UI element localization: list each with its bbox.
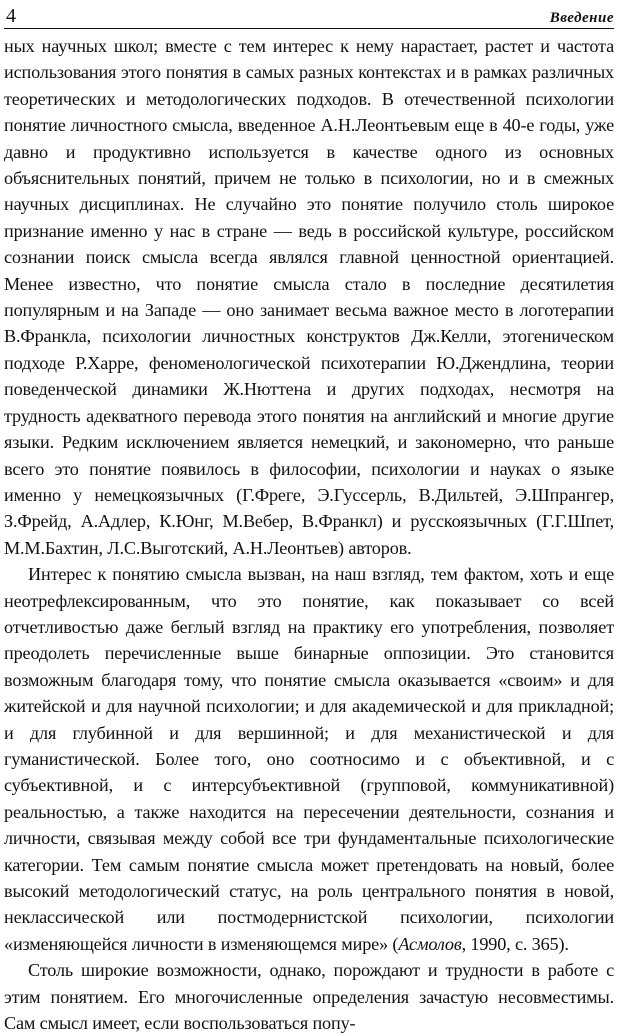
running-head: Введение — [549, 10, 614, 26]
paragraph-1: ных научных школ; вместе с тем интерес к нему нарастает, растет и частота использования этого понятия в самых разных контекстах и в рамках различных теоретических и методологических подходов. В отечественной психологии понятие личностного смысла, введенное А.Н.Леонтьевым еще в 40-е годы, уже давно и продуктивно используется в качестве одного из основных объяснительных понятий, причем не только в психологии, но и в смежных научных дисциплинах. Не случайно это понятие получило столь широкое признание именно у нас в стране — ведь в российской культуре, российском сознании поиск смысла всегда являлся главной ценностной ориентацией. Менее известно, что понятие смысла стало в последние десятилетия популярным и на Западе — оно занимает весьма важное место в логотерапии В.Франкла, психологии личностных конструктов Дж.Келли, этогеническом подходе Р.Харре, феноменологической психотерапии Ю.Джендлина, теории поведенческой динамики Ж.Нюттена и других подходах, несмотря на трудность адекватного перевода этого понятия на английский и многие другие языки. Редким исключением является немецкий, и закономерно, что раньше всего это понятие появилось в философии, психологии и науках о языке именно у немецкоязычных (Г.Фреге, Э.Гуссерль, В.Дильтей, Э.Шпрангер, З.Фрейд, А.Адлер, К.Юнг, М.Вебер, В.Франкл) и русскоязычных (Г.Г.Шпет, М.М.Бахтин, Л.С.Выготский, А.Н.Леонтьев) авторов. — [4, 36, 614, 558]
paragraph-2-text-before: Интерес к понятию смысла вызван, на наш взгляд, тем фактом, хоть и еще неотрефлексированным, что это понятие, как показывает со всей отчетливостью даже беглый взгляд на практику его употребления, позволяет преодолеть перечисленные выше бинарные оппозиции. Это становится возможным благодаря тому, что понятие смысла оказывается «своим» и для житейской и для научной психологии; и для академической и для прикладной; и для глубинной и для вершинной; и для механистической и для гуманистической. Более того, оно соотносимо и с объективной, и с субъективной, и с интерсубъективной (групповой, коммуникативной) реальностью, а также находится на пересечении деятельности, сознания и личности, связывая между собой все три фундаментальные психологические категории. Тем самым понятие смысла может претендовать на новый, более высокий методологический статус, на роль центрального понятия в новой, неклассической или постмодернистской психологии, психологии «изменяющейся личности в изменяющемся мире» ( — [4, 564, 614, 954]
page-body — [4, 33, 614, 1036]
citation-author: Асмолов — [398, 933, 462, 954]
page-header — [4, 0, 614, 29]
page-number: 4 — [6, 5, 16, 27]
paragraph-2-text-after: , 1990, с. 365). — [461, 933, 569, 954]
paragraph-2 — [4, 561, 614, 957]
paragraph-3: Столь широкие возможности, однако, порождают и трудности в работе с этим понятием. Его многочисленные определения зачастую несовместимы. Сам смысл имеет, если воспользоваться попу- — [4, 960, 614, 1034]
